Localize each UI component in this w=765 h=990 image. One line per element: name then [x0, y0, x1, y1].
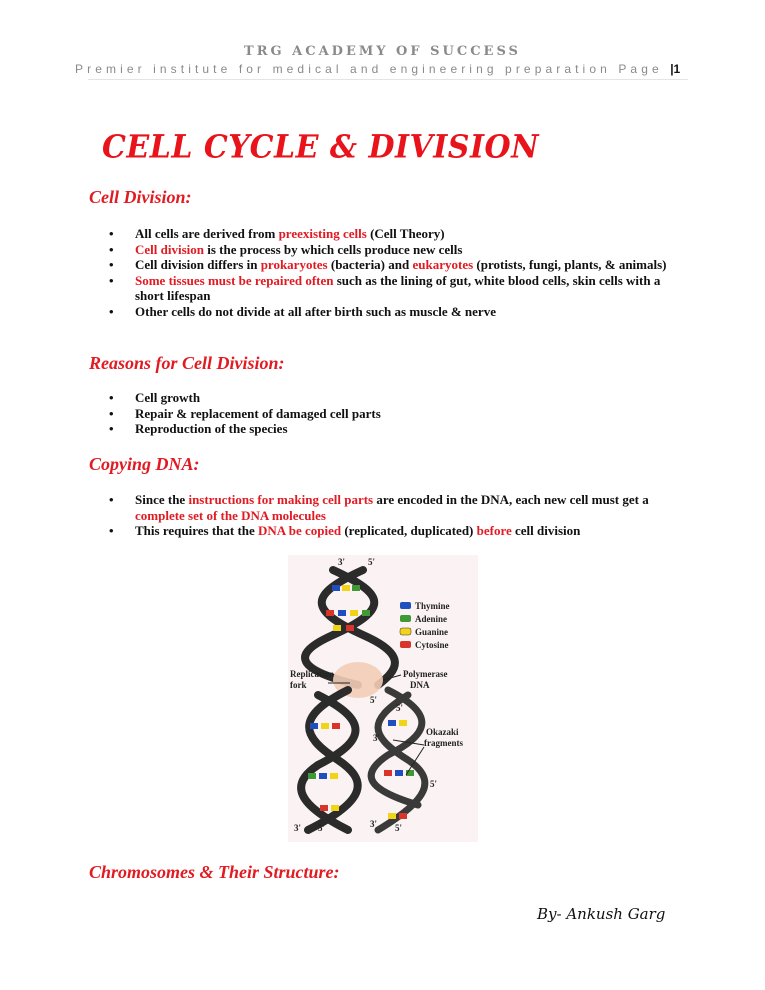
- svg-text:Polymerase: Polymerase: [403, 669, 448, 679]
- svg-text:3': 3': [373, 733, 381, 743]
- list-item: • Since the instructions for making cell parts are encoded in the DNA, each new cell must get a complete set of the DNA molecules: [109, 492, 669, 523]
- svg-text:5': 5': [318, 823, 326, 833]
- page-number: 1: [673, 62, 681, 76]
- svg-text:Okazaki: Okazaki: [426, 727, 459, 737]
- svg-text:5': 5': [396, 703, 404, 713]
- svg-text:3': 3': [294, 823, 302, 833]
- list-item: • Other cells do not divide at all after birth such as muscle & nerve: [109, 304, 669, 320]
- section-heading-cell-division: Cell Division:: [89, 187, 192, 207]
- copying-dna-list: [109, 492, 669, 539]
- figure-legend: [400, 601, 450, 650]
- list-item: • Some tissues must be repaired often such as the lining of gut, white blood cells, skin cells with a short lifespan: [109, 273, 669, 304]
- header-subtitle-line: [75, 62, 735, 76]
- academy-tagline: Premier institute for medical and engineering preparation: [75, 62, 611, 76]
- list-item: • All cells are derived from preexisting cells (Cell Theory): [109, 226, 669, 242]
- section-heading-copying-dna: Copying DNA:: [89, 454, 200, 474]
- list-item: • Cell division differs in prokaryotes (bacteria) and eukaryotes (protists, fungi, plants, & animals): [109, 257, 669, 273]
- svg-text:5': 5': [430, 779, 438, 789]
- legend-adenine: Adenine: [415, 614, 448, 624]
- svg-text:Replication: Replication: [290, 669, 334, 679]
- section-heading-reasons: Reasons for Cell Division:: [89, 353, 285, 373]
- cell-division-list: [109, 226, 669, 320]
- author-signature: By- Ankush Garg: [537, 905, 666, 923]
- svg-text:3': 3': [338, 557, 346, 567]
- svg-text:5': 5': [370, 695, 378, 705]
- document-title: CELL CYCLE & DIVISION: [102, 129, 540, 166]
- dna-replication-figure: [288, 555, 478, 842]
- page-separator: |: [670, 62, 674, 76]
- list-item: • Reproduction of the species: [109, 421, 669, 437]
- svg-text:5': 5': [368, 557, 376, 567]
- left-daughter-helix: [301, 690, 358, 830]
- svg-text:fork: fork: [290, 680, 307, 690]
- list-item: • Repair & replacement of damaged cell parts: [109, 406, 669, 422]
- list-item: • Cell division is the process by which cells produce new cells: [109, 242, 669, 258]
- legend-guanine: Guanine: [415, 627, 449, 637]
- svg-text:DNA: DNA: [410, 680, 430, 690]
- svg-text:fragments: fragments: [424, 738, 463, 748]
- academy-name: TRG ACADEMY OF SUCCESS: [244, 44, 521, 59]
- legend-cytosine: Cytosine: [415, 640, 449, 650]
- page-label: Page: [618, 62, 663, 76]
- list-item: • This requires that the DNA be copied (replicated, duplicated) before cell division: [109, 523, 669, 539]
- legend-thymine: Thymine: [415, 601, 450, 611]
- section-heading-chromosomes: Chromosomes & Their Structure:: [89, 862, 340, 882]
- svg-text:3': 3': [370, 819, 378, 829]
- svg-text:5': 5': [395, 823, 403, 833]
- reasons-list: [109, 390, 669, 437]
- list-item: • Cell growth: [109, 390, 669, 406]
- header-divider: [88, 79, 688, 80]
